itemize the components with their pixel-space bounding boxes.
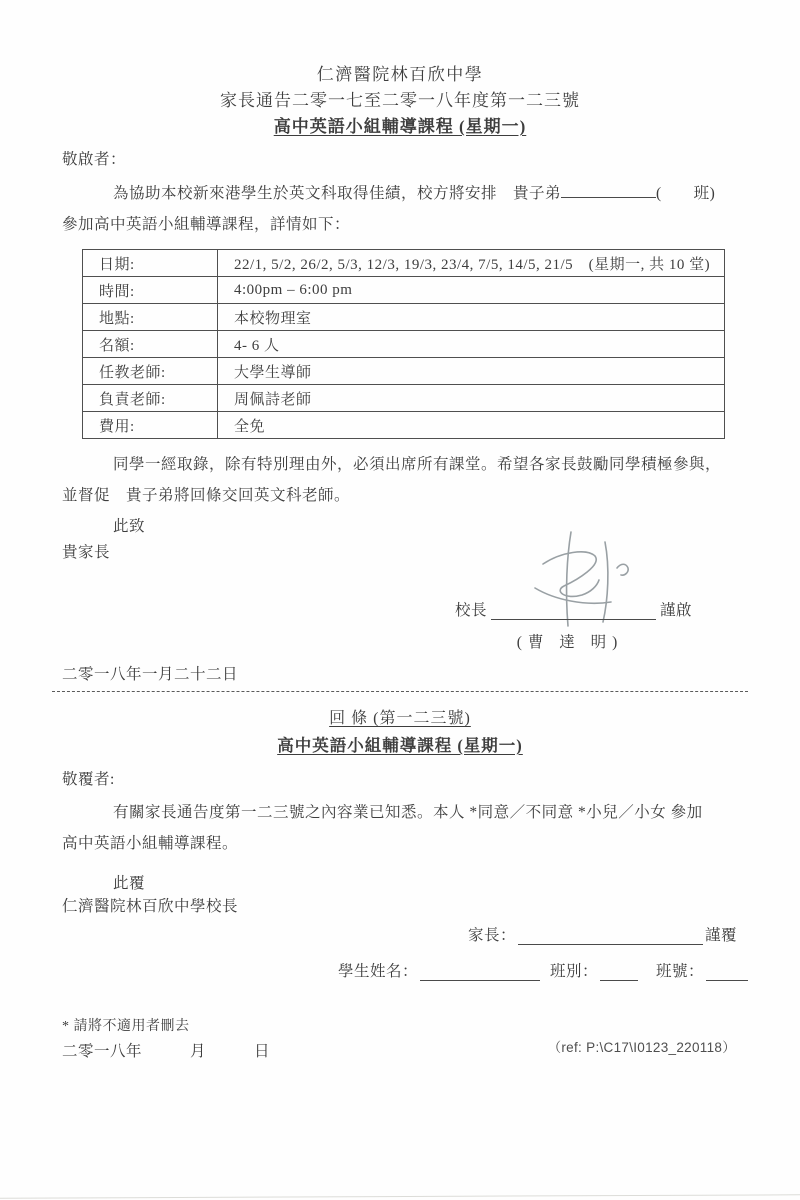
reply-body-line2: 高中英語小組輔導課程。 [62,835,239,852]
para1-text: 為協助本校新來港學生於英文科取得佳績，校方將安排 貴子弟 [113,185,562,202]
row-label: 時間: [83,277,218,304]
closing-phrase: 此致 [113,518,146,535]
class-label: 班別： [550,963,599,980]
principal-name: (曹 達 明) [516,634,624,651]
student-name-fill-blank [561,180,656,198]
table-row [83,412,725,439]
row-value: 全免 [218,412,725,439]
salutation: 敬啟者： [62,151,127,168]
row-label: 費用: [83,412,218,439]
principal-label: 校長 [455,602,488,619]
issue-date: 二零一八年一月二十二日 [62,666,239,683]
table-row [83,358,725,385]
row-label: 名額: [83,331,218,358]
reply-closing: 此覆 [113,875,146,892]
reply-salutation: 敬覆者: [62,771,115,788]
attendance-paragraph-line1: 同學一經取錄，除有特別理由外，必須出席所有課堂。希望各家長鼓勵同學積極參與， [113,456,722,473]
row-value: 周佩詩老師 [218,385,725,412]
scan-edge-artifact [0,1194,800,1199]
course-details-table [82,249,725,439]
row-value: 4- 6 人 [218,331,725,358]
table-row [83,331,725,358]
row-label: 任教老師: [83,358,218,385]
reply-slip-title: 回 條 (第一二三號) [329,710,471,727]
notice-subject: 高中英語小組輔導課程 (星期一) [273,117,527,136]
table-row [83,277,725,304]
principal-signature-row [455,598,692,620]
class-line [600,960,638,981]
class-no-label: 班號： [656,963,705,980]
tear-off-divider [52,691,748,692]
reply-body-line1: 有關家長通告度第一二三號之內容業已知悉。本人 *同意／不同意 *小兒／小女 參加 [113,804,703,821]
row-label: 地點: [83,304,218,331]
parent-signature-line [518,924,703,945]
student-name-label: 學生姓名： [338,963,419,980]
deletion-footnote: * 請將不適用者刪去 [62,1019,190,1034]
row-label: 日期: [83,250,218,277]
table-row [83,385,725,412]
row-value: 22/1, 5/2, 26/2, 5/3, 12/3, 19/3, 23/4, 7/5, 14/5, 21/5 (星期一, 共 10 堂) [218,250,725,277]
document-ref: （ref: P:\C17\I0123_220118） [547,1040,736,1055]
parent-signature-row [468,923,737,945]
student-info-row [338,959,750,981]
student-name-line [420,960,540,981]
table-row [83,304,725,331]
reply-addressee: 仁濟醫院林百欣中學校長 [62,898,239,915]
table-row [83,250,725,277]
reply-slip-subject: 高中英語小組輔導課程 (星期一) [277,736,523,755]
body-paragraph-line2: 參加高中英語小組輔導課程，詳情如下： [62,216,351,233]
school-name: 仁濟醫院林百欣中學 [316,65,484,84]
reply-date-blank: 二零一八年 月 日 [62,1043,271,1060]
parent-label: 家長： [468,927,517,944]
principal-honorific: 謹啟 [660,602,693,619]
body-paragraph-line1 [113,180,715,203]
row-value: 本校物理室 [218,304,725,331]
class-no-line [706,960,748,981]
attendance-paragraph-line2: 並督促 貴子弟將回條交回英文科老師。 [62,487,351,504]
recipient: 貴家長 [62,544,111,561]
principal-signature-line [491,599,656,620]
parent-honorific: 謹覆 [705,927,738,944]
para1-class-suffix: ( 班) [656,185,716,202]
row-value: 大學生導師 [218,358,725,385]
row-value: 4:00pm – 6:00 pm [218,277,725,304]
notice-number-line: 家長通告二零一七至二零一八年度第一二三號 [220,91,580,110]
row-label: 負責老師: [83,385,218,412]
